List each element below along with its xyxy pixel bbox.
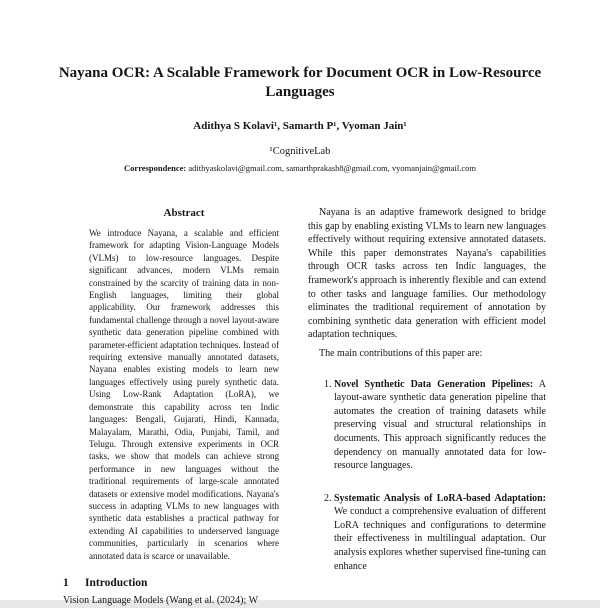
body-paragraph: Nayana is an adaptive framework designed to bridge this gap by enabling existing VLMs to learn new languages effectively without requiring extensive annotated datasets. While this paper demonstrates Nayana's capabilities through OCR tasks across ten Indic languages, the framework's approach is inherently flexible and can extend to other tasks and language families. Our methodology eliminates the traditional requirement of annotation by combining synthetic data generation with efficient model adaptation techniques. [308, 207, 546, 341]
correspondence-emails: adithyaskolavi@gmail.com, samarthprakash8@gmail.com, vyomanjain@gmail.com [188, 163, 476, 173]
list-item-lead-bold: Novel Synthetic Data Generation Pipelines: [334, 378, 534, 390]
contribution-item [308, 492, 546, 574]
section-heading-introduction [63, 576, 305, 590]
list-item-body [334, 378, 546, 473]
list-item-body [334, 492, 546, 574]
paper-title: Nayana OCR: A Scalable Framework for Document OCR in Low-Resource Languages [58, 65, 542, 100]
section-title: Introduction [85, 577, 148, 589]
correspondence-label: Correspondence: [124, 163, 187, 173]
introduction-first-line: Vision Language Models (Wang et al. (2024); W [63, 595, 259, 606]
contributions-list [308, 378, 546, 574]
list-item-number: 1. [324, 378, 332, 390]
affiliation-line: ¹CognitiveLab [269, 146, 331, 157]
correspondence-line [0, 163, 600, 173]
authors-line: Adithya S Kolavi¹, Samarth P¹, Vyoman Jain¹ [193, 120, 407, 132]
list-item-text: We conduct a comprehensive evaluation of different LoRA techniques and configurations to determine their effectiveness in multilingual adaptation. Our analysis explores whether supervised fine-tuning can enhance [334, 506, 546, 572]
right-column [308, 200, 546, 600]
list-item-number: 2. [324, 492, 332, 504]
abstract-heading: Abstract [163, 207, 205, 219]
list-item-lead-bold: Systematic Analysis of LoRA-based Adaptation: [334, 492, 546, 504]
contribution-item [308, 378, 546, 473]
contributions-intro-line: The main contributions of this paper are: [319, 347, 483, 359]
abstract-text: We introduce Nayana, a scalable and efficient framework for adapting Vision-Language Models (VLMs) to low-resource languages. Despite significant advances, modern VLMs remain constrained by the scarcity of training data in non-English languages, limiting their global applicability. Our framework addresses this fundamental challenge through a novel layout-aware synthetic data generation pipeline combined with parameter-efficient adaptation techniques. Instead of requiring extensive manually annotated datasets, Nayana enables existing models to learn new languages effectively using purely synthetic data. Using Low-Rank Adaptation (LoRA), we demonstrate this capability across ten Indic languages: Bengali, Gujarati, Hindi, Kannada, Malayalam, Marathi, Odia, Punjabi, Tamil, and Telugu. Through extensive experiments in OCR tasks, we show that models can achieve strong performance in new languages without the traditional requirements of large-scale annotated datasets or extensive model modifications. Nayana's success in adapting VLMs to new languages with synthetic data establishes a practical pathway for extending AI capabilities to underserved language communities, particularly in scenarios where annotated data is scarce or unavailable. [89, 228, 279, 561]
list-item-text: A layout-aware synthetic data generation pipeline that automates the creation of training datasets while preserving visual and structural relationships in documents. This approach significantly reduces the dependency on manually annotated data for low-resource languages. [334, 378, 546, 472]
section-number: 1 [63, 577, 69, 589]
left-column [63, 202, 305, 606]
